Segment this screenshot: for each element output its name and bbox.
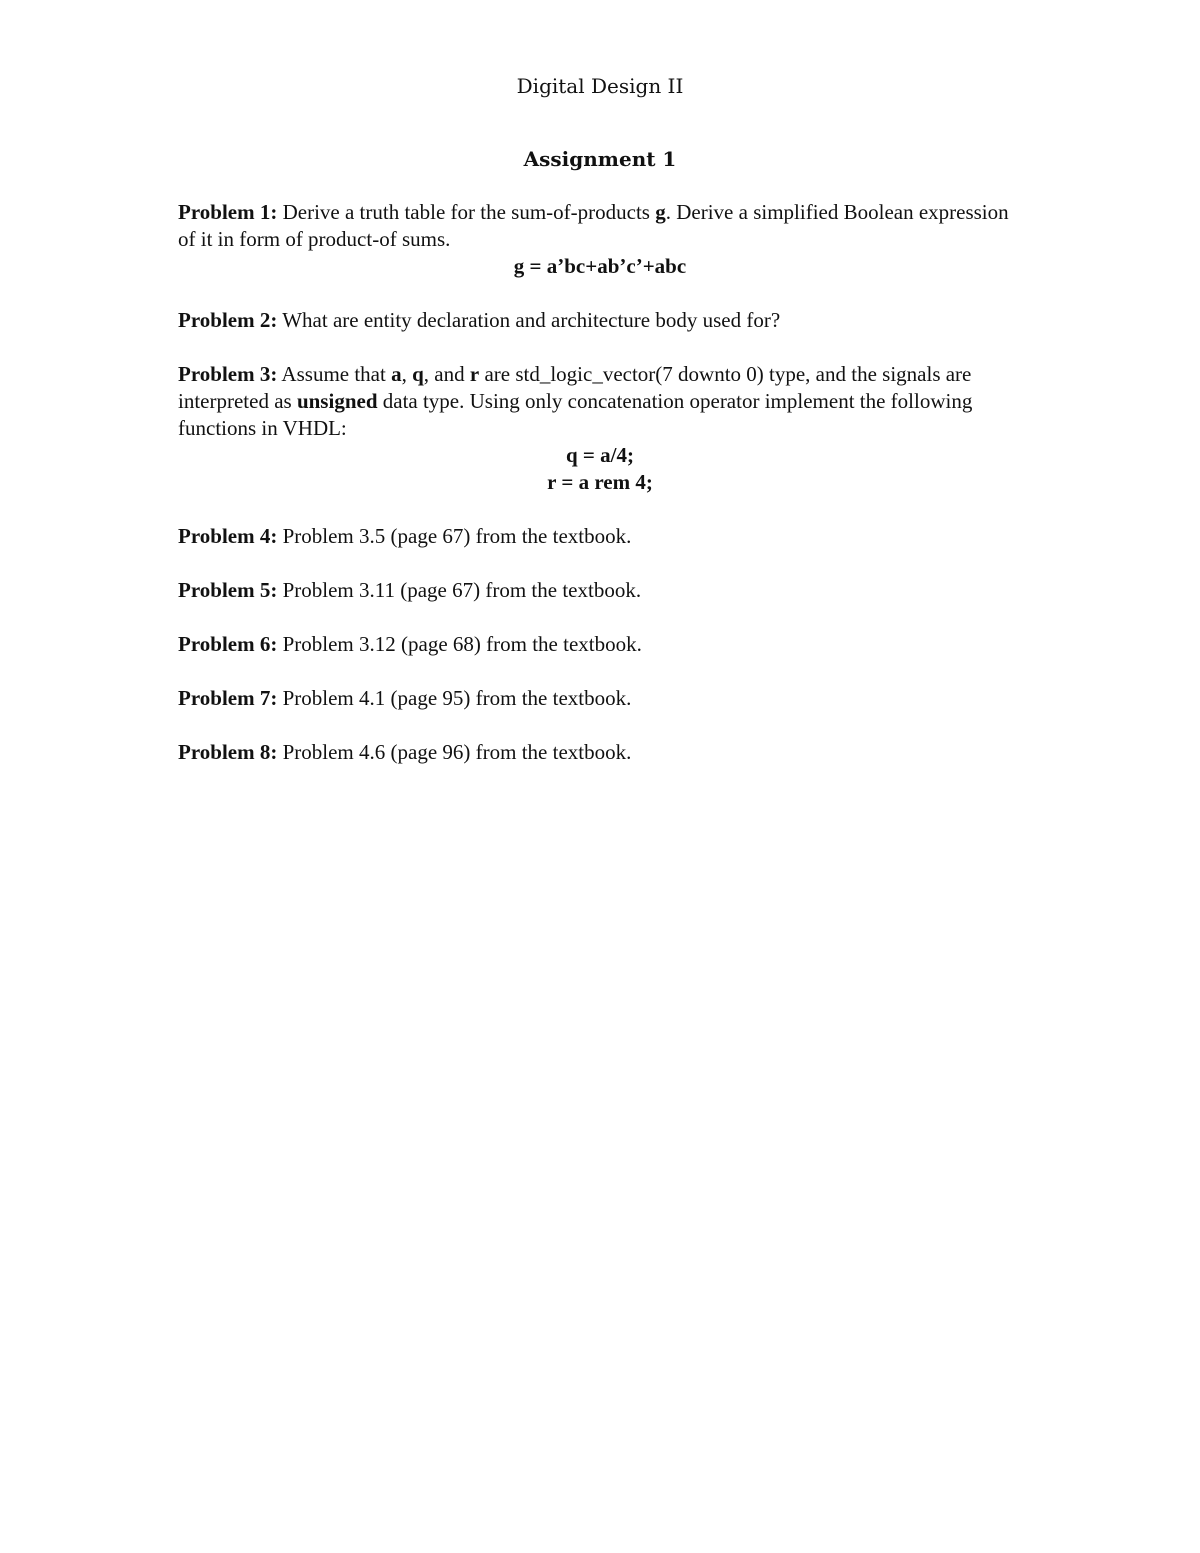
problem-3-var-q: q: [412, 362, 424, 386]
problem-7-statement: [178, 685, 1018, 712]
problem-7-text: Problem 4.1 (page 95) from the textbook.: [277, 686, 632, 710]
problem-3-formula-q: q = a/4;: [566, 443, 634, 467]
problem-4-label: Problem 4:: [178, 524, 278, 548]
problem-3: [178, 361, 1018, 496]
problem-5-statement: [178, 577, 1018, 604]
problem-8-text: Problem 4.6 (page 96) from the textbook.: [277, 740, 632, 764]
problem-1-statement: [178, 199, 1018, 253]
problem-3-sep-2: , and: [423, 362, 470, 386]
problem-2-text: What are entity declaration and architecture body used for?: [277, 308, 781, 332]
problem-8-label: Problem 8:: [178, 740, 278, 764]
problem-1-var-g: g: [655, 200, 666, 224]
problem-1-label: Problem 1:: [178, 200, 278, 224]
problem-3-var-r: r: [469, 362, 480, 386]
problem-6-label: Problem 6:: [178, 632, 278, 656]
problem-6-statement: [178, 631, 1018, 658]
problem-3-text-c: data type. Using only concatenation operator implement the following functions in VHDL:: [178, 389, 973, 440]
problem-1-text-b: . Derive a simplified Boolean expression of it in form of product-of sums.: [178, 200, 1009, 251]
problem-8-statement: [178, 739, 1018, 766]
problem-3-var-a: a: [391, 362, 402, 386]
problem-1-text-a: Derive a truth table for the sum-of-products: [277, 200, 656, 224]
problem-5: [178, 577, 1018, 604]
problem-7: [178, 685, 1018, 712]
problem-4: [178, 523, 1018, 550]
problem-1-formula: g = a’bc+ab’c’+abc: [513, 254, 687, 278]
problem-2-statement: [178, 307, 1018, 334]
assignment-title: Assignment 1: [523, 147, 677, 171]
problem-5-text: Problem 3.11 (page 67) from the textbook.: [277, 578, 642, 602]
problem-3-text-b: are std_logic_vector(7 downto 0) type, and the signals are interpreted as: [178, 362, 972, 413]
problem-list: [178, 199, 1018, 793]
problem-4-statement: [178, 523, 1018, 550]
problem-7-label: Problem 7:: [178, 686, 278, 710]
problem-3-sep-1: ,: [401, 362, 413, 386]
problem-3-label: Problem 3:: [178, 362, 278, 386]
problem-2-label: Problem 2:: [178, 308, 278, 332]
problem-3-statement: [178, 361, 1018, 442]
problem-3-formula-r: r = a rem 4;: [547, 470, 653, 494]
problem-2: [178, 307, 1018, 334]
problem-3-text-a: Assume that: [277, 362, 392, 386]
problem-6-text: Problem 3.12 (page 68) from the textbook.: [277, 632, 642, 656]
problem-3-unsigned-keyword: unsigned: [296, 389, 378, 413]
problem-6: [178, 631, 1018, 658]
course-title: Digital Design II: [516, 74, 684, 98]
problem-4-text: Problem 3.5 (page 67) from the textbook.: [277, 524, 632, 548]
problem-8: [178, 739, 1018, 766]
problem-5-label: Problem 5:: [178, 578, 278, 602]
problem-1: [178, 199, 1018, 280]
